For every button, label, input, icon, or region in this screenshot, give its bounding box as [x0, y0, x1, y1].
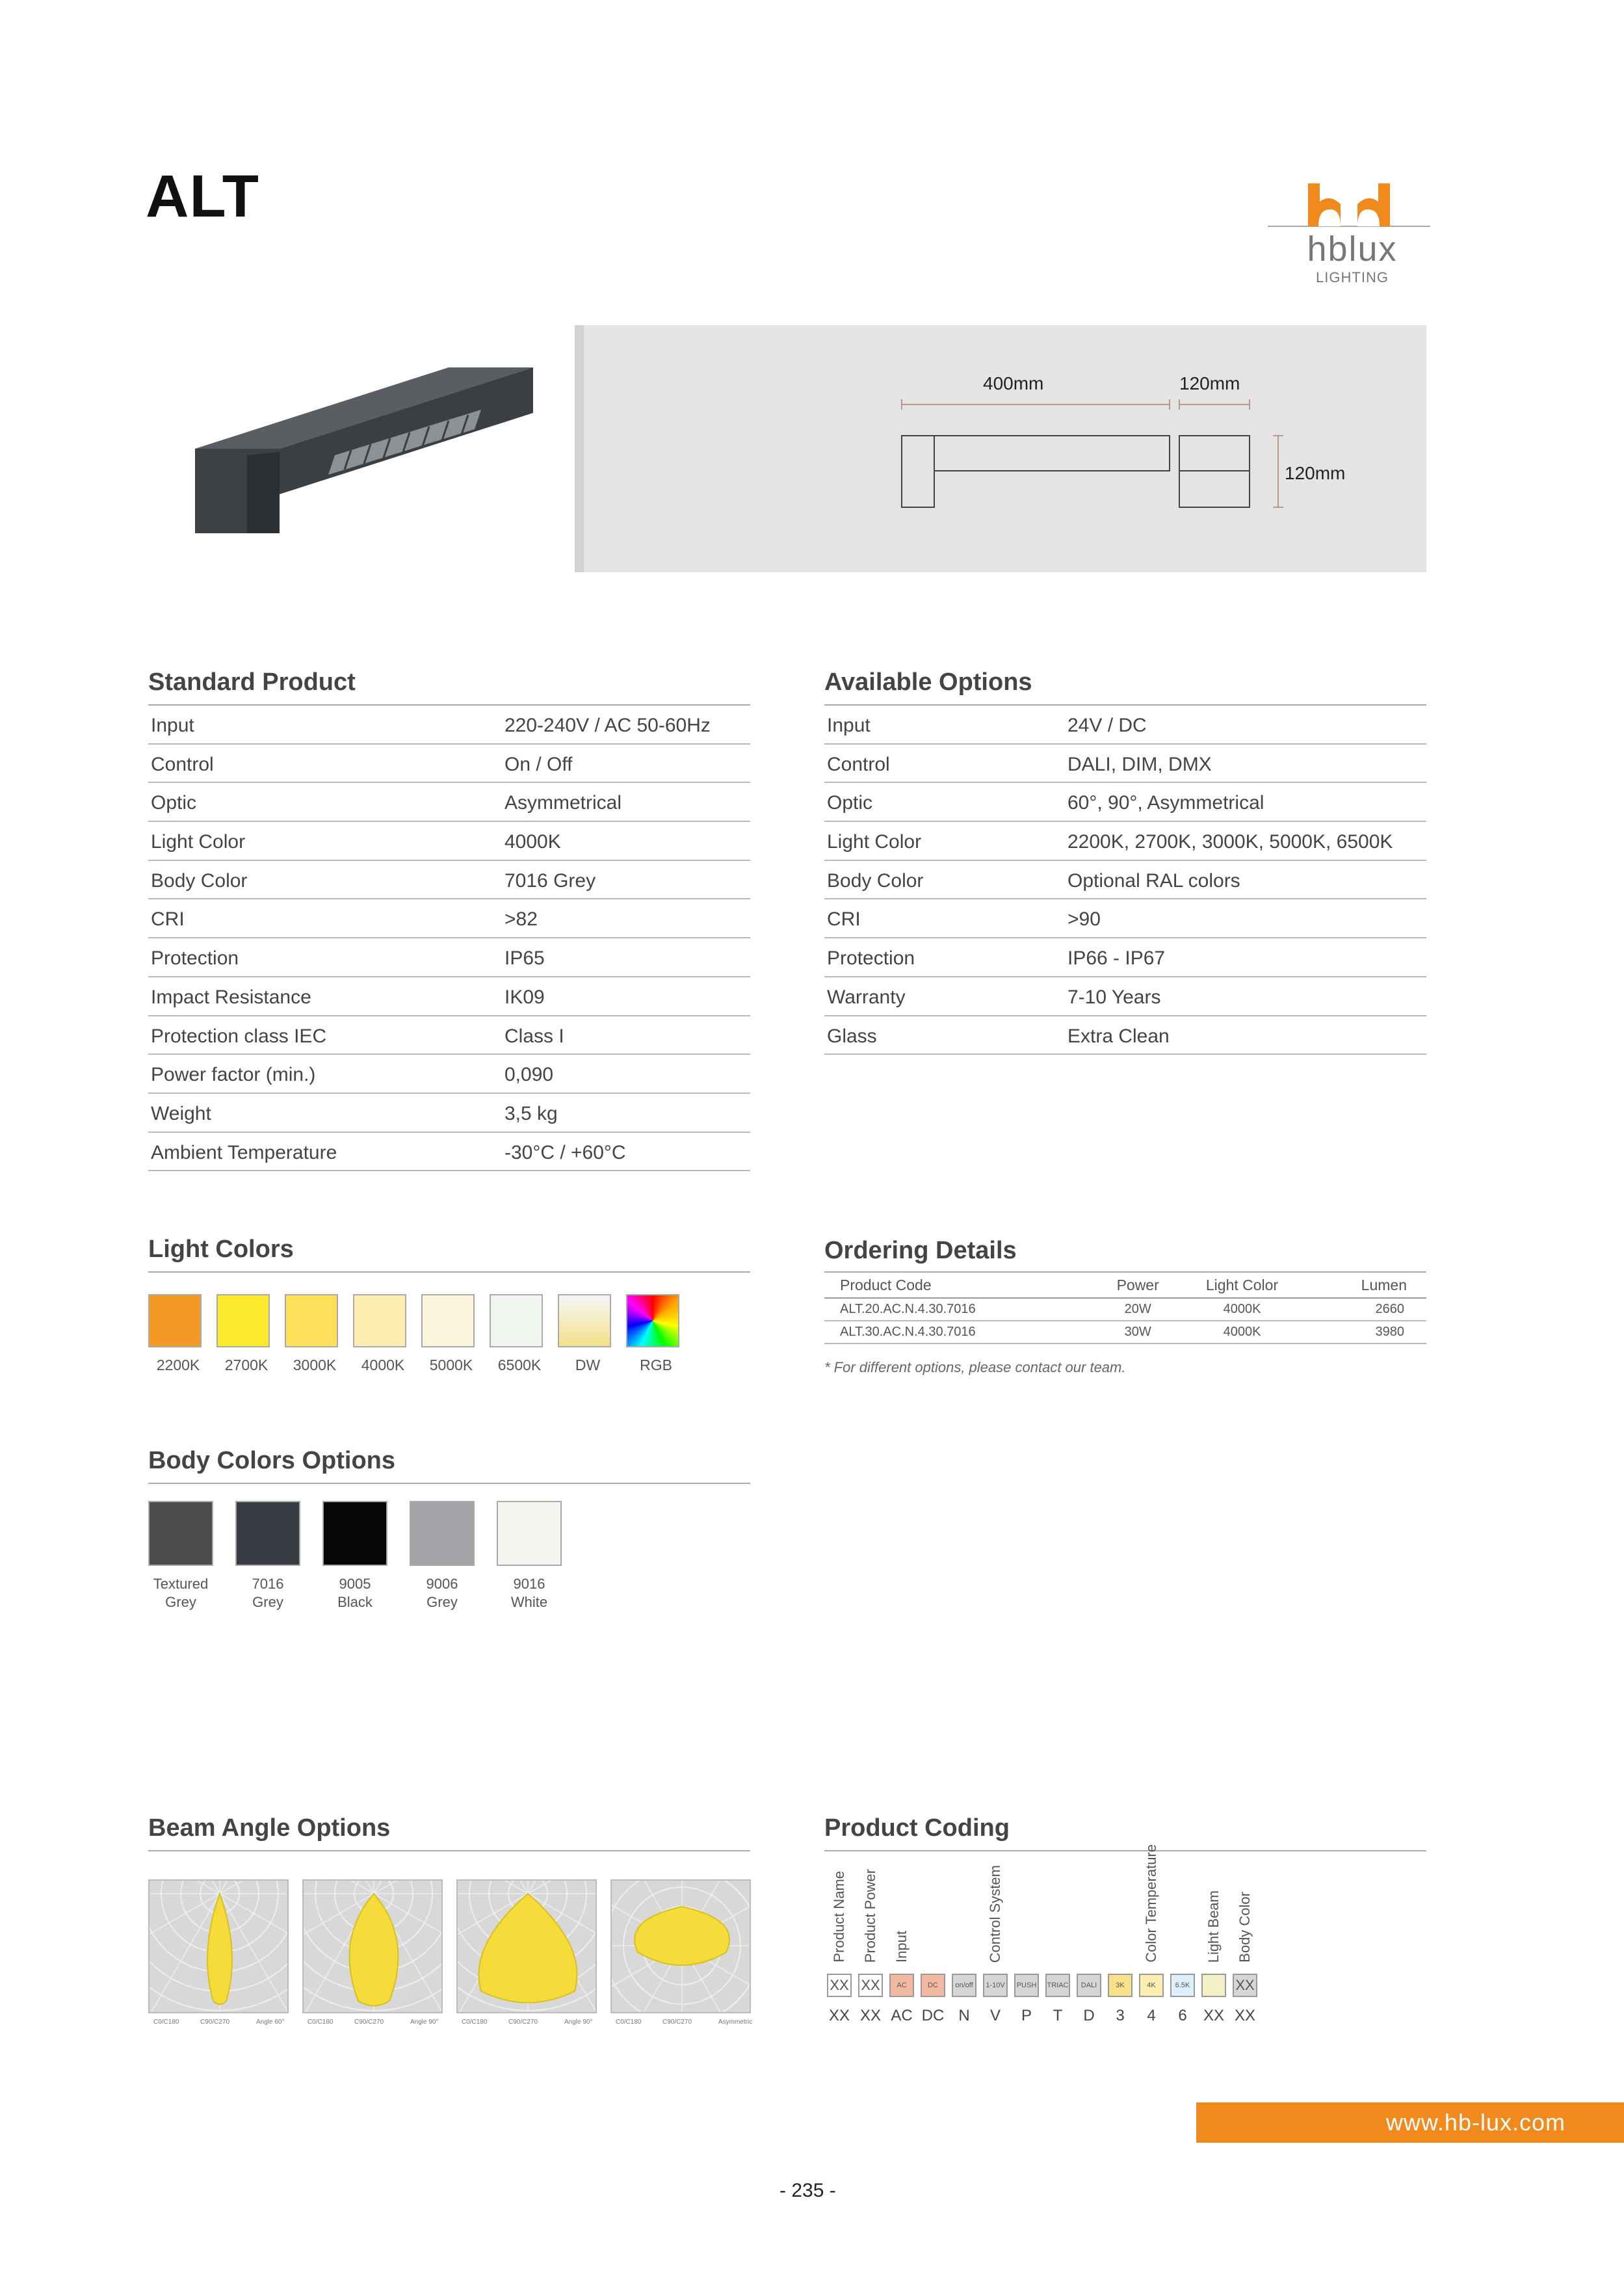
light-color-swatch [148, 1294, 202, 1347]
light-color-swatch [558, 1294, 611, 1347]
light-color-swatch [353, 1294, 406, 1347]
page-number: - 235 - [779, 2180, 836, 2201]
ordering-table [824, 1273, 1426, 1344]
spec-key: Input [827, 715, 871, 736]
beam-diagram [302, 1879, 443, 2013]
spec-value: >90 [1067, 908, 1101, 931]
coding-code: XX [1203, 2007, 1224, 2024]
spec-value: -30°C / +60°C [504, 1141, 626, 1163]
body-color-code: 9016 [513, 1576, 545, 1592]
spec-value: IP65 [504, 947, 545, 970]
col-lumen: Lumen [1308, 1273, 1426, 1298]
light-color-label: 3000K [293, 1357, 337, 1373]
beam-caption: C0/C180 [616, 2019, 642, 2026]
spec-row [148, 745, 750, 784]
spec-row [148, 861, 750, 900]
coding-box: 6.5K [1170, 1974, 1195, 1997]
spec-row [824, 938, 1426, 977]
body-color-swatch [148, 1501, 213, 1566]
coding-code: XX [1234, 2007, 1255, 2024]
spec-key: Weight [151, 1102, 211, 1124]
spec-key: Protection [151, 947, 239, 970]
coding-header: Color Temperature [1143, 1844, 1159, 1963]
spec-value: Asymmetrical [504, 792, 622, 814]
website-link[interactable]: www.hb-lux.com [1385, 2109, 1565, 2136]
spec-key: Glass [827, 1025, 877, 1047]
body-color-name: White [510, 1594, 548, 1610]
beam-diagram [148, 1879, 289, 2013]
spec-key: Body Color [827, 869, 924, 892]
spec-value: 3,5 kg [504, 1102, 558, 1124]
product-photo [150, 338, 553, 559]
coding-code: 4 [1147, 2007, 1156, 2024]
body-color-swatch [322, 1501, 387, 1566]
spec-value: IP66 - IP67 [1067, 947, 1166, 970]
spec-key: Optic [827, 792, 873, 814]
body-color-swatch [497, 1501, 562, 1566]
spec-value: Extra Clean [1067, 1025, 1170, 1047]
spec-row [148, 938, 750, 977]
coding-code: XX [859, 2007, 881, 2024]
brand-name: hblux [1307, 230, 1398, 269]
table-row: ALT.30.AC.N.4.30.7016 30W 4000K 3980 [824, 1321, 1426, 1344]
coding-box: TRIAC [1045, 1974, 1070, 1997]
spec-value: 7-10 Years [1067, 986, 1161, 1008]
beam-angle-title: Beam Angle Options [148, 1814, 391, 1842]
body-color-swatch [235, 1501, 300, 1566]
beam-caption: C90/C270 [662, 2019, 692, 2026]
coding-code: XX [828, 2007, 850, 2024]
light-color-swatch [421, 1294, 475, 1347]
coding-header: Body Color [1237, 1892, 1253, 1963]
product-coding-scheme [824, 1844, 1426, 2035]
spec-key: Power factor (min.) [151, 1064, 316, 1086]
product-coding-title: Product Coding [824, 1814, 1010, 1842]
coding-box: DC [921, 1974, 945, 1997]
beam-caption: Angle 90° [564, 2019, 593, 2026]
coding-box: on/off [952, 1974, 976, 1997]
coding-box: PUSH [1014, 1974, 1039, 1997]
spec-key: CRI [151, 908, 185, 931]
available-options-table [824, 706, 1426, 1055]
coding-box: AC [889, 1974, 914, 1997]
spec-row [148, 977, 750, 1016]
light-color-swatch [285, 1294, 338, 1347]
spec-row [148, 1094, 750, 1133]
beam-caption: C90/C270 [354, 2019, 384, 2026]
ordering-details-title: Ordering Details [824, 1237, 1017, 1264]
spec-row [824, 745, 1426, 784]
spec-value: On / Off [504, 753, 573, 775]
beam-caption: Angle 60° [256, 2019, 285, 2026]
col-product-code: Product Code [824, 1273, 1099, 1298]
spec-value: 220-240V / AC 50-60Hz [504, 715, 711, 736]
spec-key: CRI [827, 908, 861, 931]
spec-row [824, 822, 1426, 861]
coding-box [1201, 1974, 1226, 1997]
body-color-code: 7016 [252, 1576, 284, 1592]
spec-key: Control [151, 753, 214, 775]
spec-key: Control [827, 753, 890, 775]
light-color-swatch [490, 1294, 543, 1347]
spec-key: Input [151, 715, 194, 736]
spec-key: Impact Resistance [151, 986, 311, 1008]
light-color-label: 5000K [429, 1357, 473, 1373]
spec-row [148, 706, 750, 745]
spec-row [148, 899, 750, 938]
light-color-label: 2200K [156, 1357, 200, 1373]
body-color-name: Black [337, 1594, 373, 1610]
body-color-name: Grey [426, 1594, 458, 1610]
product-title: ALT [146, 163, 260, 230]
body-color-swatch [410, 1501, 475, 1566]
spec-key: Ambient Temperature [151, 1141, 337, 1163]
standard-product-table [148, 706, 750, 1171]
coding-code: DC [921, 2007, 945, 2024]
spec-value: Class I [504, 1025, 564, 1047]
coding-code: 6 [1178, 2007, 1187, 2024]
coding-box: XX [827, 1974, 852, 1997]
beam-caption: C90/C270 [508, 2019, 538, 2026]
light-color-label: 4000K [361, 1357, 405, 1373]
ordering-note: * For different options, please contact our team. [824, 1359, 1126, 1375]
spec-row [148, 1133, 750, 1172]
coding-box: 4K [1139, 1974, 1164, 1997]
spec-key: Protection [827, 947, 915, 970]
coding-code: V [989, 2007, 1001, 2024]
body-color-code: 9006 [426, 1576, 458, 1592]
height-dimension: 120mm [1285, 463, 1346, 483]
beam-diagram [610, 1879, 751, 2013]
spec-row [824, 1016, 1426, 1055]
spec-row [148, 1055, 750, 1094]
beam-caption: C0/C180 [308, 2019, 334, 2026]
spec-row [824, 706, 1426, 745]
spec-value: DALI, DIM, DMX [1067, 753, 1212, 775]
body-color-code: Textured [153, 1576, 209, 1592]
standard-product-title: Standard Product [148, 669, 356, 696]
spec-value: 24V / DC [1067, 715, 1147, 736]
coding-code: T [1053, 2007, 1063, 2024]
brand-tagline: LIGHTING [1316, 269, 1389, 285]
spec-row [148, 822, 750, 861]
body-color-name: Grey [165, 1594, 196, 1610]
coding-code: P [1021, 2007, 1032, 2024]
spec-row [148, 1016, 750, 1055]
beam-angle-diagrams [148, 1879, 753, 2035]
coding-box: 1-10V [983, 1974, 1008, 1997]
coding-header: Product Power [862, 1868, 878, 1963]
spec-value: 4000K [504, 831, 561, 853]
coding-header: Light Beam [1205, 1890, 1222, 1963]
beam-caption: Angle 90° [410, 2019, 439, 2026]
coding-header: Input [893, 1931, 910, 1963]
beam-caption: Asymmetric [718, 2019, 753, 2026]
coding-box: XX [858, 1974, 883, 1997]
width-dimension: 120mm [1179, 373, 1240, 393]
spec-row [824, 899, 1426, 938]
spec-key: Optic [151, 792, 197, 814]
light-color-label: DW [575, 1357, 601, 1373]
spec-value: 60°, 90°, Asymmetrical [1067, 792, 1264, 814]
body-color-code: 9005 [339, 1576, 371, 1592]
spec-row [824, 977, 1426, 1016]
available-options-title: Available Options [824, 669, 1032, 696]
light-color-label: RGB [640, 1357, 672, 1373]
website-banner[interactable] [1196, 2102, 1624, 2143]
light-color-label: 2700K [224, 1357, 268, 1373]
spec-key: Warranty [827, 986, 906, 1008]
spec-row [824, 861, 1426, 900]
table-row: ALT.20.AC.N.4.30.7016 20W 4000K 2660 [824, 1298, 1426, 1321]
spec-key: Protection class IEC [151, 1025, 327, 1047]
beam-caption: C0/C180 [462, 2019, 488, 2026]
spec-value: 7016 Grey [504, 869, 596, 892]
spec-key: Body Color [151, 869, 248, 892]
coding-box: 3K [1108, 1974, 1133, 1997]
coding-code: AC [891, 2007, 913, 2024]
light-color-label: 6500K [497, 1357, 542, 1373]
col-power: Power [1099, 1273, 1177, 1298]
coding-box: DALI [1077, 1974, 1101, 1997]
coding-header: Control System [987, 1864, 1003, 1963]
spec-row [824, 783, 1426, 822]
coding-code: D [1083, 2007, 1095, 2024]
coding-code: 3 [1116, 2007, 1125, 2024]
spec-value: >82 [504, 908, 538, 931]
coding-code: N [958, 2007, 970, 2024]
coding-header: Product Name [831, 1871, 847, 1963]
spec-key: Light Color [827, 831, 922, 853]
light-colors-title: Light Colors [148, 1236, 294, 1263]
spec-key: Light Color [151, 831, 246, 853]
body-color-name: Grey [252, 1594, 283, 1610]
dimension-drawing [575, 325, 1426, 572]
spec-row [148, 783, 750, 822]
col-light-color: Light Color [1176, 1273, 1307, 1298]
length-dimension: 400mm [983, 373, 1044, 393]
spec-value: 2200K, 2700K, 3000K, 5000K, 6500K [1067, 831, 1393, 853]
beam-caption: C0/C180 [153, 2019, 179, 2026]
spec-value: Optional RAL colors [1067, 869, 1240, 892]
light-color-swatch [216, 1294, 270, 1347]
light-color-swatch [626, 1294, 679, 1347]
coding-box: XX [1233, 1974, 1257, 1997]
body-colors-title: Body Colors Options [148, 1447, 395, 1474]
beam-diagram [456, 1879, 597, 2013]
spec-value: 0,090 [504, 1064, 554, 1086]
spec-value: IK09 [504, 986, 545, 1008]
beam-caption: C90/C270 [200, 2019, 230, 2026]
